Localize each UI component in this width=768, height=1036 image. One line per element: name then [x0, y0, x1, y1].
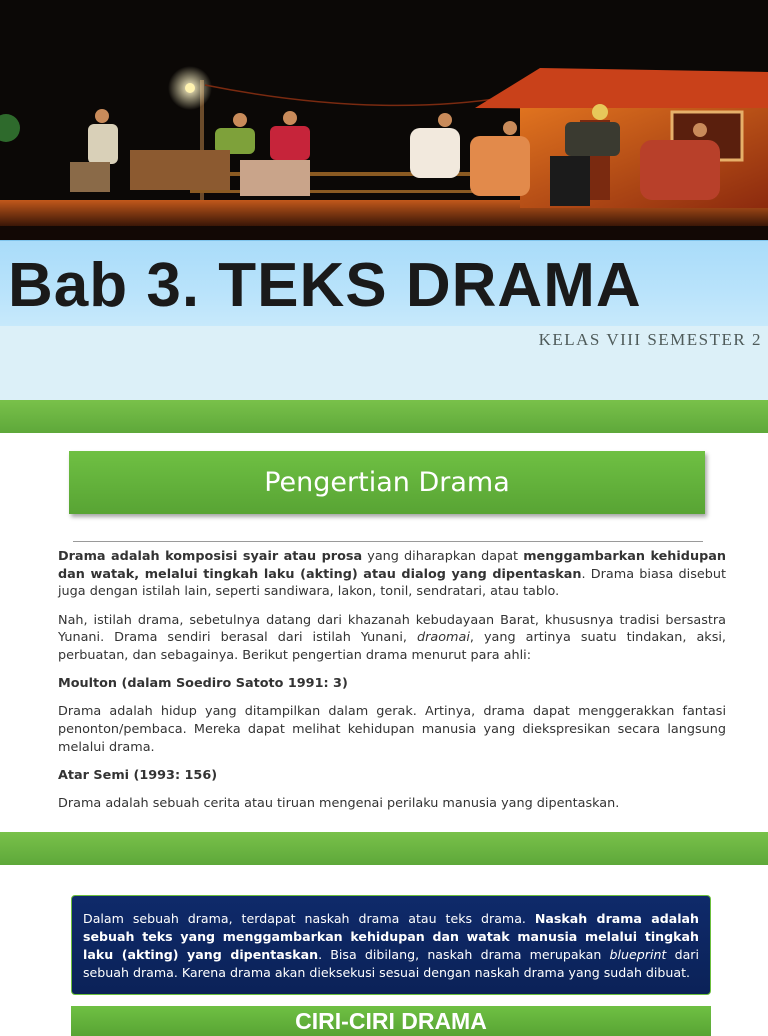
- text: Dalam sebuah drama, terdapat naskah drama atau teks drama.: [83, 911, 535, 926]
- italic-term: blueprint: [609, 947, 667, 962]
- bold-text: Naskah drama adalah sebuah teks yang menggambarkan kehidupan dan watak manusia melalui tingkah laku (akting) yang dipentaskan: [83, 911, 699, 962]
- bold-text: Moulton (dalam Soediro Satoto 1991: 3): [58, 676, 348, 692]
- content-body: [58, 548, 726, 823]
- horizontal-rule: [73, 541, 703, 542]
- text: , yang artinya suatu tindakan, aksi, perbuatan, dan sebagainya. Berikut pengertian drama menurut para ahli:: [58, 630, 726, 664]
- bold-text: Atar Semi (1993: 156): [58, 768, 218, 784]
- section-heading-text: Pengertian Drama: [264, 467, 510, 498]
- expert-moulton-name: [58, 675, 726, 693]
- text: . Drama biasa disebut juga dengan istilah lain, seperti sandiwara, lakon, tonil, sendratari, atau tablo.: [58, 566, 726, 600]
- text: Nah, istilah drama, sebetulnya datang dari khazanah kebudayaan Barat, khususnya tradisi bersastra Yunani. Drama sendiri berasal dari istilah Yunani,: [58, 612, 726, 646]
- class-semester-subtitle: KELAS VIII SEMESTER 2: [538, 330, 762, 349]
- ciri-ciri-heading-box: [71, 1006, 711, 1036]
- paragraph-definition: [58, 548, 726, 601]
- text: yang diharapkan dapat: [362, 549, 524, 564]
- expert-atar-semi-name: [58, 767, 726, 785]
- section-heading-box: [69, 451, 705, 514]
- expert-moulton-text: Drama adalah hidup yang ditampilkan dalam gerak. Artinya, drama dapat menggerakkan fantasi penonton/pembaca. Mereka dapat melihat kehidupan manusia yang diekspresikan secara langsung melalui drama.: [58, 704, 726, 755]
- green-divider-bar-2: [0, 832, 768, 865]
- subtitle-band: [0, 326, 768, 400]
- expert-atar-semi-text: Drama adalah sebuah cerita atau tiruan mengenai perilaku manusia yang dipentaskan.: [58, 796, 620, 812]
- text: dari sebuah drama. Karena drama akan dieksekusi sesuai dengan naskah drama yang sudah dibuat.: [83, 947, 699, 980]
- bold-text: menggambarkan kehidupan dan watak, melalui tingkah laku (akting) atau dialog yang dipentaskan: [58, 549, 726, 582]
- stage-illustration: [0, 0, 768, 240]
- paragraph-origin: [58, 612, 726, 665]
- green-divider-bar: [0, 400, 768, 433]
- ciri-ciri-heading-text: CIRI-CIRI DRAMA: [295, 1008, 487, 1034]
- text: . Bisa dibilang, naskah drama merupakan: [318, 947, 610, 962]
- script-definition-callout: [71, 895, 711, 995]
- page-title: Bab 3. TEKS DRAMA: [8, 251, 642, 320]
- title-band: [0, 240, 768, 327]
- hero-stage-photo: [0, 0, 768, 240]
- bold-text: Drama adalah komposisi syair atau prosa: [58, 549, 363, 564]
- italic-term: draomai: [416, 630, 470, 646]
